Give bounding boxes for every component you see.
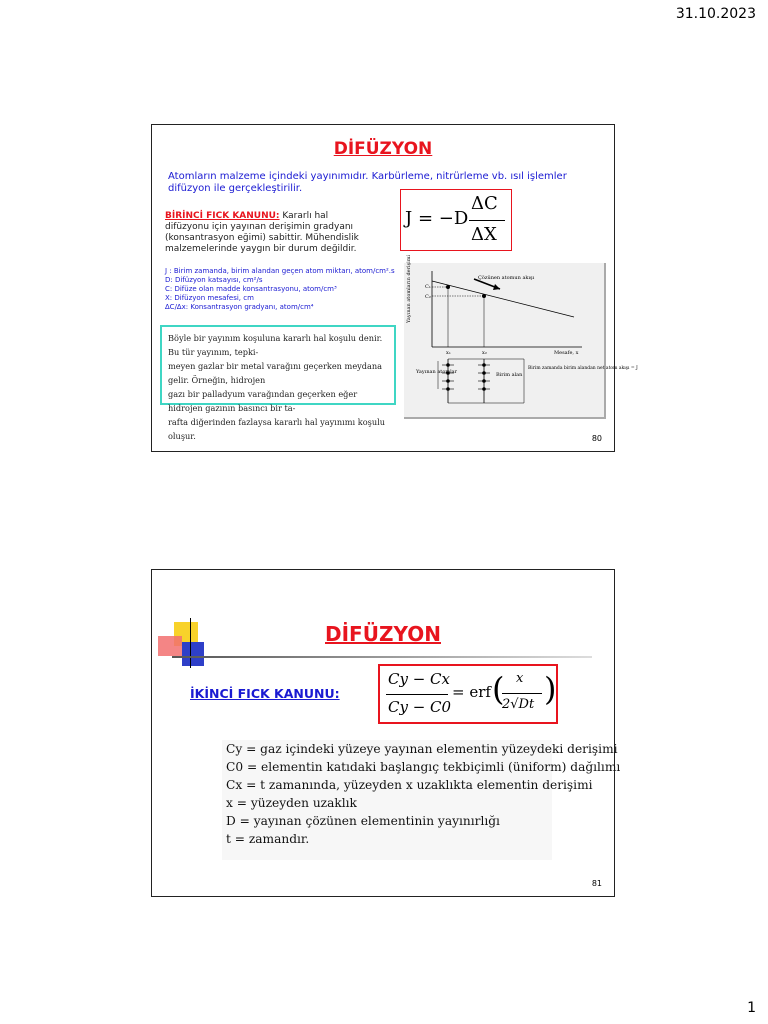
definition-d: D = yayınan çözünen elementinin yayınırlığı [226, 814, 500, 828]
formula-denominator: Cy − C0 [388, 698, 452, 716]
variable-c: C: Difüze olan madde konsantrasyonu, atom/cm³ [165, 285, 337, 293]
page-number: 1 [747, 1000, 756, 1016]
formula-arg-numerator: x [516, 671, 524, 686]
second-fick-heading: İKİNCİ FICK KANUNU: [190, 686, 340, 701]
first-fick-heading: BİRİNCİ FICK KANUNU: [165, 211, 280, 221]
first-fick-law-text [165, 211, 365, 255]
diffusion-diagram [404, 254, 638, 419]
slide-title: DİFÜZYON [333, 139, 433, 159]
x2-label: x₂ [482, 350, 487, 356]
flow-arrowhead [493, 284, 500, 290]
scanned-line: Böyle bir yayınım koşuluna kararlı hal koşulu denir. Bu tür yayınım, tepki- [168, 333, 383, 357]
net-flux-label: Birim zamanda birim alandan net atom akışı = J [528, 366, 638, 371]
scanned-line: gazı bir palladyum varağından geçerken eğer hidrojen gazının basıncı bir ta- [168, 389, 358, 413]
slide-80 [151, 124, 638, 452]
definition-cx: Cx = t zamanında, yüzeyden x uzaklıkta elementin derişimi [226, 778, 593, 792]
formula-fraction-bar [469, 220, 505, 221]
fick-first-law-formula [400, 189, 512, 251]
unit-area-label: Birim alan [496, 372, 523, 378]
x1-label: x₁ [446, 350, 451, 356]
atom-row-1 [442, 363, 490, 367]
c1-point [446, 285, 450, 289]
variable-legend [165, 267, 405, 312]
x-axis-label: Mesafe, x [554, 350, 579, 356]
variable-d: D: Difüzyon katsayısı, cm²/s [165, 276, 263, 284]
formula-paren-right: ) [544, 670, 557, 708]
formula-lhs: J = −D [405, 208, 469, 229]
c2-label: C₂ [425, 294, 431, 300]
slide-number: 80 [591, 434, 602, 443]
scanned-text-box [160, 325, 396, 441]
c2-point [482, 294, 486, 298]
formula-erf: = erf [452, 683, 491, 701]
scanned-line: rafta diğerinden fazlaysa kararlı hal yayınımı koşulu oluşur. [168, 417, 386, 441]
formula-paren-left: ( [492, 670, 505, 708]
intro-text: Atomların malzeme içindeki yayınımıdır. Karbürleme, nitrürleme vb. ısıl işlemler difüzyon ile gerçekleştirilir. [168, 171, 567, 194]
y-axis-label: Yayınan atomların derişimi [406, 254, 412, 323]
flow-label: Çözünen atomun akışı [478, 275, 535, 281]
scanned-line: meyen gazlar bir metal varağını geçerken meydana gelir. Örneğin, hidrojen [168, 361, 383, 385]
decoration-horizontal-line [172, 656, 592, 658]
definition-cy: Cy = gaz içindeki yüzeye yayınan elementin yüzeydeki derişimi [226, 742, 618, 756]
atom-row-3 [442, 379, 490, 383]
print-date: 31.10.2023 [675, 6, 756, 22]
slide-81 [151, 569, 621, 897]
formula-fraction-bar [386, 694, 448, 695]
concentration-line [432, 281, 574, 317]
atoms-label: Yayınan atomlar [416, 369, 458, 375]
variable-gradient: ∆C/∆x: Konsantrasyon gradyanı, atom/cm⁴ [165, 303, 314, 311]
slide-title: DİFÜZYON [325, 622, 441, 646]
definition-t: t = zamandır. [226, 832, 310, 846]
definitions-box [222, 740, 621, 860]
first-fick-description: Kararlı hal difüzyonu için yayınan derişimin gradyanı (konsantrasyon eğimi) sabittir. Mühendislik malzemelerinde yaygın bir durum değildir. [165, 211, 359, 254]
formula-numerator: Cy − Cx [388, 670, 450, 688]
formula-numerator: ΔC [471, 193, 498, 214]
slide-number: 81 [591, 879, 602, 888]
diffusion-diagram-svg [404, 254, 638, 417]
formula-denominator: ΔX [471, 224, 497, 245]
variable-j: J : Birim zamanda, birim alandan geçen atom miktarı, atom/cm².s [165, 267, 395, 275]
fick-second-law-formula [378, 664, 558, 724]
definition-x: x = yüzeyden uzaklık [226, 796, 357, 810]
c1-label: C₁ [425, 284, 431, 290]
atom-row-4 [442, 387, 490, 391]
formula-arg-bar [502, 693, 542, 694]
formula-arg-denominator: 2√Dt [502, 697, 535, 712]
definition-c0: C0 = elementin katıdaki başlangıç tekbiçimli (üniform) dağılımı [226, 760, 621, 774]
variable-x: X: Difüzyon mesafesi, cm [165, 294, 254, 302]
